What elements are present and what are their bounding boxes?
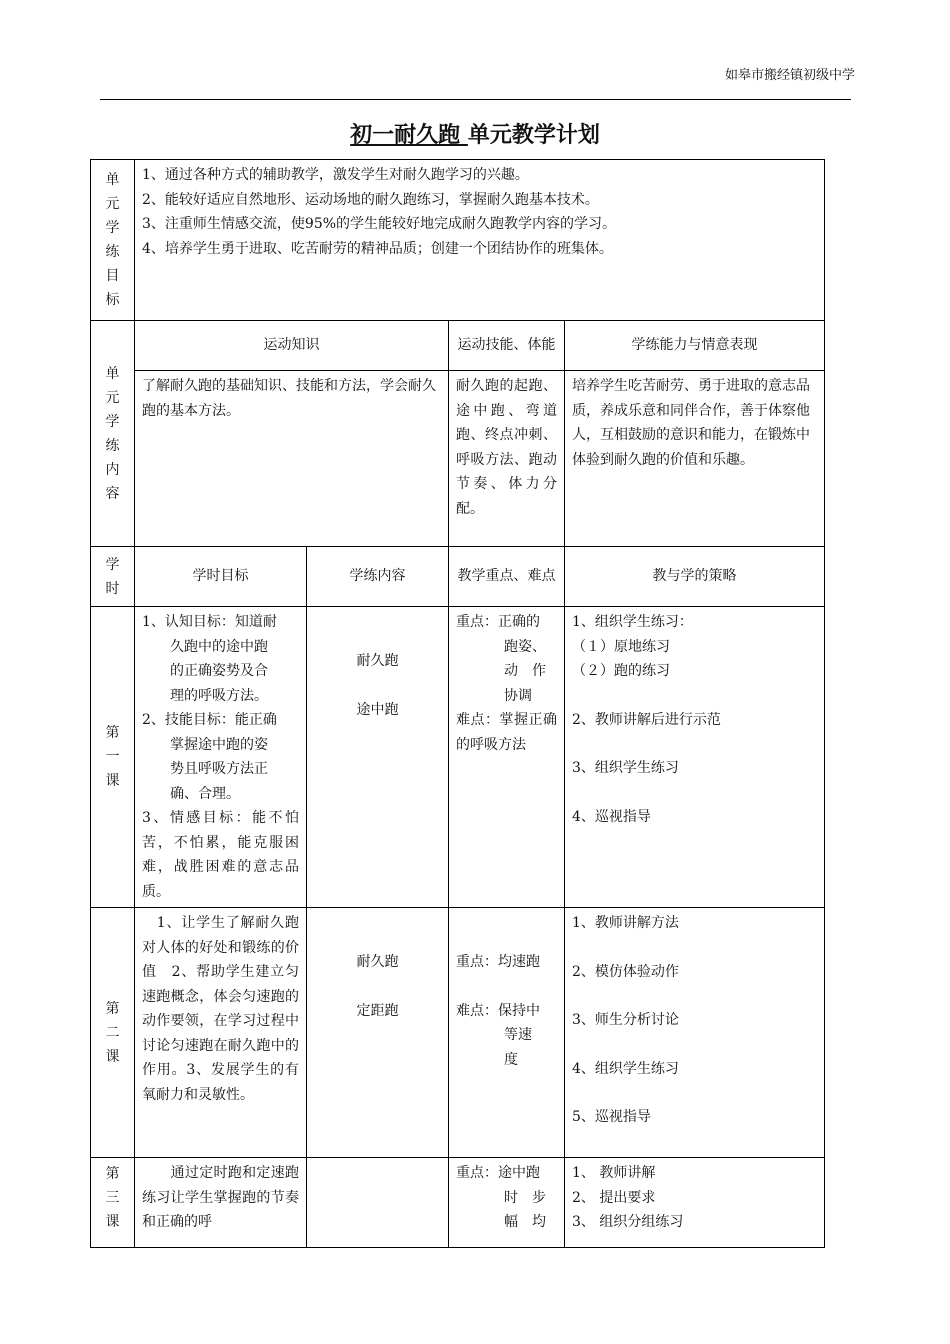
lesson-row <box>91 1158 825 1248</box>
content-header-row <box>91 321 825 371</box>
goal-item: 2、能较好适应自然地形、运动场地的耐久跑练习，掌握耐久跑基本技术。 <box>142 191 599 208</box>
plan-table <box>90 159 825 1248</box>
col-strategy: 教与学的策略 <box>565 547 825 607</box>
col-skill: 运动技能、体能 <box>449 321 565 371</box>
col-knowledge: 运动知识 <box>135 321 449 371</box>
title-rest: 单元教学计划 <box>467 122 600 148</box>
goals-text <box>135 160 825 321</box>
lesson-row <box>91 607 825 908</box>
header-school-name: 如皋市搬经镇初级中学 <box>724 68 855 83</box>
goal-item: 3、注重师生情感交流，使95%的学生能较好地完成耐久跑教学内容的学习。 <box>142 216 617 232</box>
knowledge-text: 了解耐久跑的基础知识、技能和方法，学会耐久跑的基本方法。 <box>135 371 449 547</box>
lesson-row <box>91 908 825 1158</box>
col-key: 教学重点、难点 <box>449 547 565 607</box>
lesson3-key: 重点：途中跑 时 步 幅 均 <box>449 1158 565 1248</box>
lesson1-label: 第 一 课 <box>91 607 135 908</box>
lesson2-key: 重点：均速跑 难点：保持中 等速 度 <box>449 908 565 1158</box>
lesson1-key: 重点：正确的 跑姿、 动 作 协调 难点：掌握正确的呼吸方法 <box>449 607 565 908</box>
content-body-row <box>91 371 825 547</box>
lesson3-goals: 通过定时跑和定速跑练习让学生掌握跑的节奏和正确的呼 <box>135 1158 307 1248</box>
lesson1-content: 耐久跑 途中跑 <box>307 607 449 908</box>
goals-label: 单 元 学 练 目 标 <box>91 160 135 321</box>
goal-item: 1、通过各种方式的辅助教学，激发学生对耐久跑学习的兴趣。 <box>142 167 529 183</box>
lesson1-strategy: 1、组织学生练习： （１）原地练习 （２）跑的练习 2、教师讲解后进行示范 3、组织学生练习 4、巡视指导 <box>565 607 825 908</box>
goals-row <box>91 160 825 321</box>
title-underlined: 初一耐久跑 <box>350 122 468 148</box>
col-ability: 学练能力与情意表现 <box>565 321 825 371</box>
period-label: 学 时 <box>91 547 135 607</box>
ability-text: 培养学生吃苦耐劳、勇于进取的意志品质，养成乐意和同伴合作，善于体察他人，互相鼓励的意识和能力，在锻炼中体验到耐久跑的价值和乐趣。 <box>565 371 825 547</box>
col-content: 学练内容 <box>307 547 449 607</box>
lesson3-label: 第 三 课 <box>91 1158 135 1248</box>
content-label: 单 元 学 练 内 容 <box>91 321 135 547</box>
lesson2-goals: 1、让学生了解耐久跑对人体的好处和锻练的价值 2、帮助学生建立匀速跑概念，体会匀速跑的动作要领，在学习过程中讨论匀速跑在耐久跑中的作用。3、发展学生的有氧耐力和灵敏性。 <box>135 908 307 1158</box>
skill-text: 耐久跑的起跑、途中跑、弯道跑、终点冲刺、呼吸方法、跑动节奏、体力分配。 <box>449 371 565 547</box>
goal-item: 4、培养学生勇于进取、吃苦耐劳的精神品质；创建一个团结协作的班集体。 <box>142 240 613 257</box>
lesson3-content <box>307 1158 449 1248</box>
page-title <box>0 118 950 149</box>
lesson-header-row <box>91 547 825 607</box>
lesson2-label: 第 二 课 <box>91 908 135 1158</box>
header-rule <box>100 99 851 100</box>
lesson3-strategy: 1、 教师讲解 2、 提出要求 3、 组织分组练习 <box>565 1158 825 1248</box>
lesson2-strategy: 1、教师讲解方法 2、模仿体验动作 3、师生分析讨论 4、组织学生练习 5、巡视指导 <box>565 908 825 1158</box>
lesson1-goals: 1、认知目标：知道耐 久跑中的途中跑 的正确姿势及合 理的呼吸方法。 2、技能目标：能正确 掌握途中跑的姿 势且呼吸方法正 确、合理。 3、情感目标：能不怕苦，不怕累，能克服困难，战胜困难的意志品质。 <box>135 607 307 908</box>
lesson2-content: 耐久跑 定距跑 <box>307 908 449 1158</box>
col-goal: 学时目标 <box>135 547 307 607</box>
